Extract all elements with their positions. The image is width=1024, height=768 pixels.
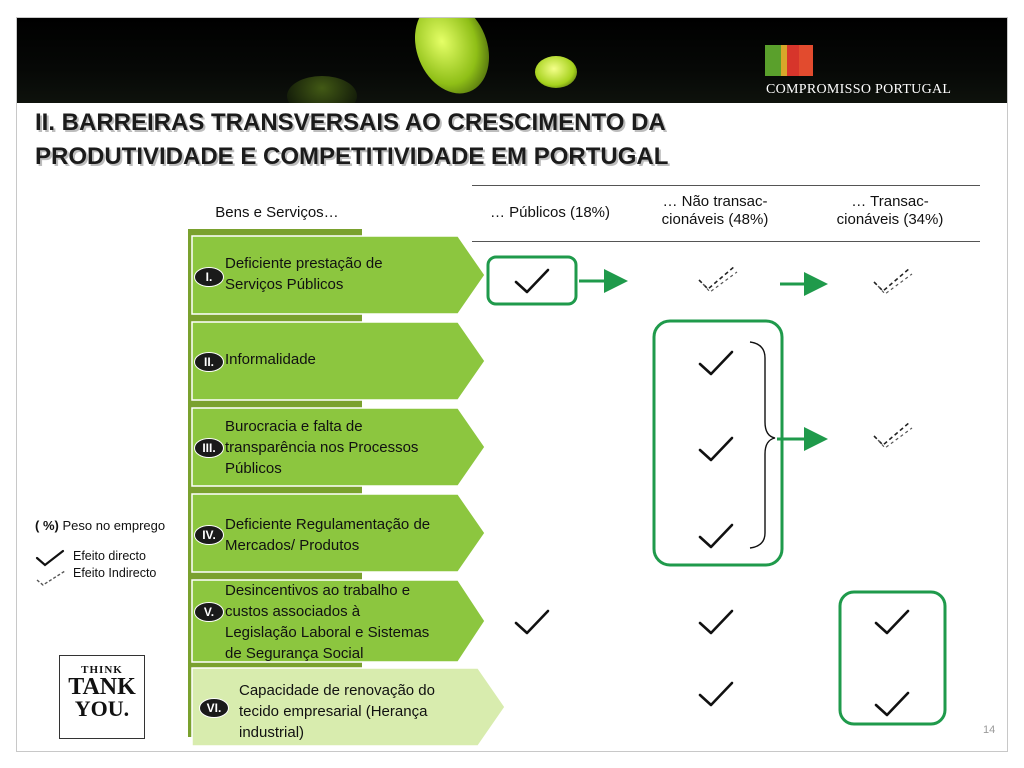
row-numeral-1: I. (194, 267, 224, 287)
curly-brace (750, 342, 775, 548)
matrix-graphics (17, 18, 1007, 751)
row-1-line-2: Serviços Públicos (225, 276, 344, 293)
row-3-line-1: Burocracia e falta de (225, 418, 363, 435)
logo-name: COMPROMISSO PORTUGAL (766, 82, 952, 97)
title-line-2: PRODUTIVIDADE E COMPETITIVIDADE EM PORTUGAL (35, 143, 669, 170)
row-numeral-4: IV. (194, 525, 224, 545)
row-numeral-6: VI. (199, 698, 229, 718)
check-indirect-r1-transac (874, 268, 912, 294)
check-direct-r1-publicos (516, 270, 548, 292)
check-direct-r5-nao-transac (700, 611, 732, 633)
row-label-5 (225, 580, 429, 664)
row-6-line-3: industrial) (239, 724, 305, 741)
check-direct-r6-nao-transac (700, 683, 732, 705)
legend-indirect-check-icon (37, 571, 65, 585)
highlight-box-transac-rows5-6 (840, 592, 945, 724)
legend-pct-symbol: ( %) (35, 518, 59, 533)
check-direct-r6-transac (876, 693, 908, 715)
row-5-line-3: Legislação Laboral e Sistemas (225, 624, 430, 641)
row-numeral-5: V. (194, 602, 224, 622)
row-5-line-2: custos associados à (225, 603, 361, 620)
row-5-line-4: de Segurança Social (225, 645, 364, 662)
row-label-1 (225, 253, 383, 295)
highlight-box-publicos-row1 (488, 257, 576, 304)
row-5-line-1: Desincentivos ao trabalho e (225, 582, 411, 599)
check-direct-r3-nao-transac (700, 438, 732, 460)
highlight-box-nao-transac-rows2-4 (654, 321, 782, 565)
row-6-line-1: Capacidade de renovação do (239, 682, 435, 699)
title-line-1: II. BARREIRAS TRANSVERSAIS AO CRESCIMENTO DA (35, 109, 666, 136)
check-direct-r2-nao-transac (700, 352, 732, 374)
nao-transac-line-2: cionáveis (48%) (661, 211, 769, 228)
transac-line-2: cionáveis (34%) (836, 211, 944, 228)
row-6-line-2: tecido empresarial (Herança (239, 703, 428, 720)
check-direct-r5-transac (876, 611, 908, 633)
row-label-3 (225, 416, 418, 479)
check-direct-r5-publicos (516, 611, 548, 633)
nao-transac-line-1: … Não transac- (662, 193, 768, 210)
page-number: 14 (983, 724, 996, 736)
check-indirect-r1-nao-transac (699, 266, 737, 292)
column-header-rows: Bens e Serviços… (215, 204, 339, 221)
legend-percentage-key (35, 518, 165, 533)
row-label-2 (225, 349, 316, 370)
row-label-4 (225, 514, 430, 556)
column-header-publicos: … Públicos (18%) (489, 204, 611, 221)
check-indirect-r3-transac (874, 422, 912, 448)
tank-text: TANK (68, 674, 136, 700)
transac-line-1: … Transac- (851, 193, 929, 210)
think-text: THINK (81, 664, 123, 676)
legend-direct-label: Efeito directo (73, 549, 146, 563)
legend-indirect-label: Efeito Indirecto (73, 566, 157, 580)
row-label-6 (239, 680, 435, 743)
think-tank-you-logo (59, 655, 145, 739)
row-3-line-2: transparência nos Processos (225, 439, 419, 456)
row-1-line-1: Deficiente prestação de (225, 255, 383, 272)
row-4-line-2: Mercados/ Produtos (225, 537, 360, 554)
row-3-line-3: Públicos (225, 460, 282, 477)
check-direct-r4-nao-transac (700, 525, 732, 547)
you-text: YOU. (74, 696, 130, 721)
row-2-line-1: Informalidade (225, 351, 316, 368)
row-numeral-3: III. (194, 438, 224, 458)
legend-pct-label: Peso no emprego (62, 518, 166, 533)
legend-direct-check-icon (37, 551, 63, 565)
slide (16, 17, 1008, 752)
row-4-line-1: Deficiente Regulamentação de (225, 516, 431, 533)
row-numeral-2: II. (194, 352, 224, 372)
